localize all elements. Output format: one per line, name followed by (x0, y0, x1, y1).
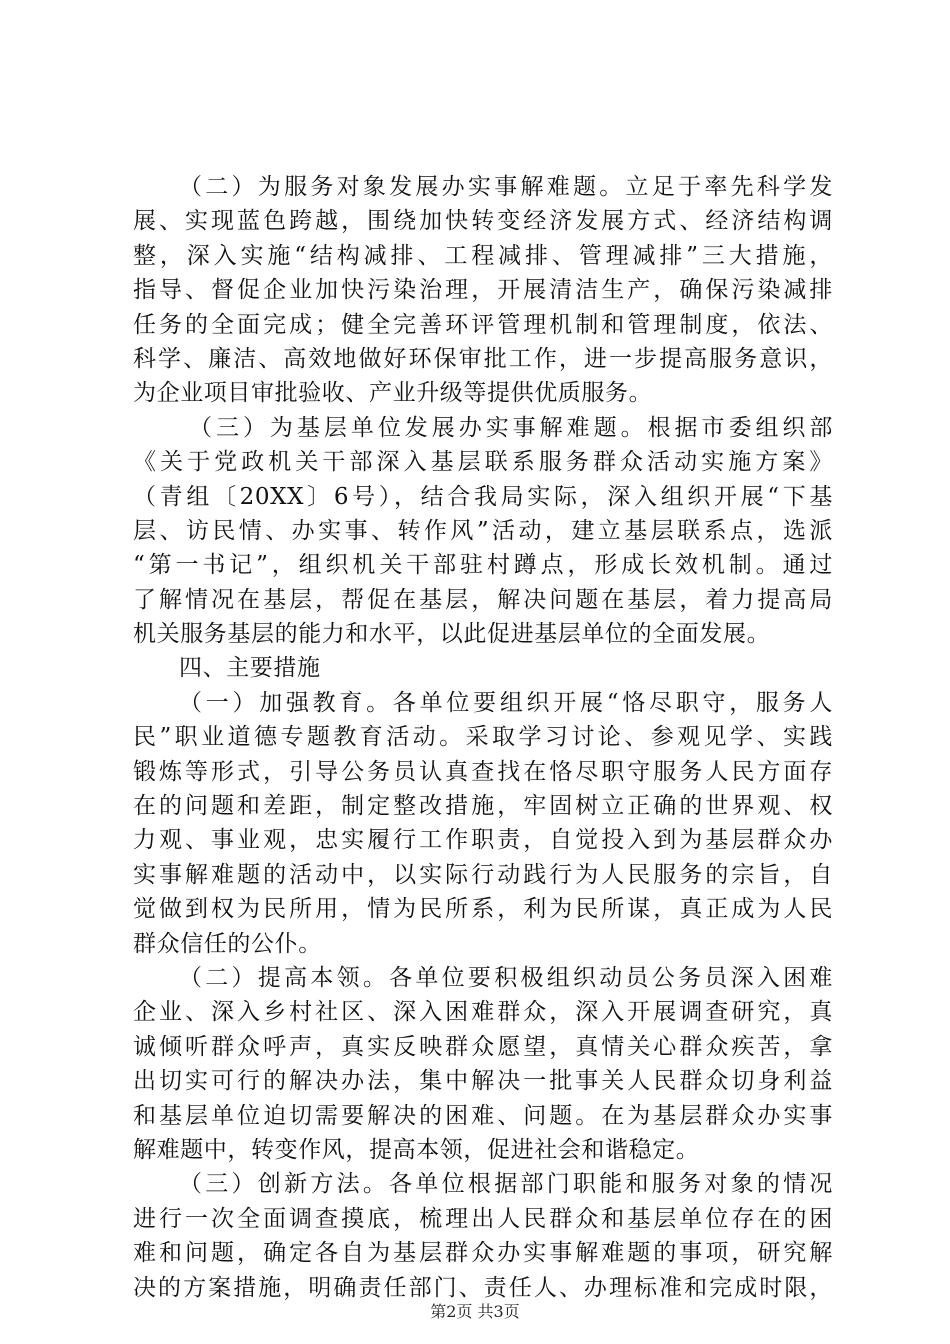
paragraph-line: 层、访民情、办实事、转作风”活动，建立基层联系点，选派 (133, 517, 833, 544)
paragraph-line: 觉做到权为民所用，情为民所系，利为民所谋，真正成为人民 (133, 896, 833, 923)
paragraph-line: 解难题中，转变作风，提高本领，促进社会和谐稳定。 (133, 1136, 700, 1163)
paragraph-line: 难和问题，确定各自为基层群众办实事解难题的事项，研究解 (133, 1240, 833, 1267)
paragraph-line: 科学、廉洁、高效地做好环保审批工作，进一步提高服务意识， (133, 345, 833, 372)
section-heading: 四、主要措施 (179, 655, 321, 682)
paragraph-line: 民”职业道德专题教育活动。采取学习讨论、参观见学、实践 (133, 724, 833, 751)
paragraph-line: （青组〔20XX〕6号），结合我局实际，深入组织开展“下基 (133, 483, 833, 510)
paragraph-line: 展、实现蓝色跨越，围绕加快转变经济发展方式、经济结构调 (133, 208, 833, 235)
paragraph-line: 为企业项目审批验收、产业升级等提供优质服务。 (133, 380, 653, 407)
paragraph-line: 任务的全面完成；健全完善环评管理机制和管理制度，依法、 (133, 311, 833, 338)
paragraph-line: 力观、事业观，忠实履行工作职责，自觉投入到为基层群众办 (133, 827, 833, 854)
paragraph-line: “第一书记”，组织机关干部驻村蹲点，形成长效机制。通过 (133, 552, 833, 579)
paragraph-line: （三）为基层单位发展办实事解难题。根据市委组织部 (189, 414, 833, 441)
paragraph-line: 《关于党政机关干部深入基层联系服务群众活动实施方案》 (133, 449, 833, 476)
page-number-footer: 第2页 共3页 (430, 1302, 520, 1321)
paragraph-line: 决的方案措施，明确责任部门、责任人、办理标准和完成时限， (133, 1274, 833, 1301)
paragraph-line: 群众信任的公仆。 (133, 930, 322, 957)
paragraph-line: （二）提高本领。各单位要积极组织动员公务员深入困难 (179, 964, 833, 991)
paragraph-line: 锻炼等形式，引导公务员认真查找在恪尽职守服务人民方面存 (133, 758, 833, 785)
paragraph-line: 在的问题和差距，制定整改措施，牢固树立正确的世界观、权 (133, 793, 833, 820)
paragraph-line: 进行一次全面调查摸底，梳理出人民群众和基层单位存在的困 (133, 1205, 833, 1232)
paragraph-line: （二）为服务对象发展办实事解难题。立足于率先科学发 (179, 174, 833, 200)
paragraph-line: 机关服务基层的能力和水平，以此促进基层单位的全面发展。 (133, 621, 771, 648)
paragraph-line: 和基层单位迫切需要解决的困难、问题。在为基层群众办实事 (133, 1102, 833, 1129)
paragraph-line: 诚倾听群众呼声，真实反映群众愿望，真情关心群众疾苦，拿 (133, 1033, 833, 1060)
paragraph-line: 了解情况在基层，帮促在基层，解决问题在基层，着力提高局 (133, 586, 833, 613)
paragraph-line: 实事解难题的活动中，以实际行动践行为人民服务的宗旨，自 (133, 861, 833, 888)
paragraph-line: 出切实可行的解决办法，集中解决一批事关人民群众切身利益 (133, 1068, 833, 1095)
paragraph-line: 企业、深入乡村社区、深入困难群众，深入开展调查研究，真 (133, 999, 833, 1026)
document-body (133, 170, 833, 1305)
paragraph-line: 指导、督促企业加快污染治理，开展清洁生产，确保污染减排 (133, 277, 833, 304)
paragraph-line: （三）创新方法。各单位根据部门职能和服务对象的情况 (179, 1171, 833, 1198)
paragraph-line: （一）加强教育。各单位要组织开展“恪尽职守，服务人 (179, 689, 833, 716)
paragraph-line: 整，深入实施“结构减排、工程减排、管理减排”三大措施， (133, 242, 833, 269)
